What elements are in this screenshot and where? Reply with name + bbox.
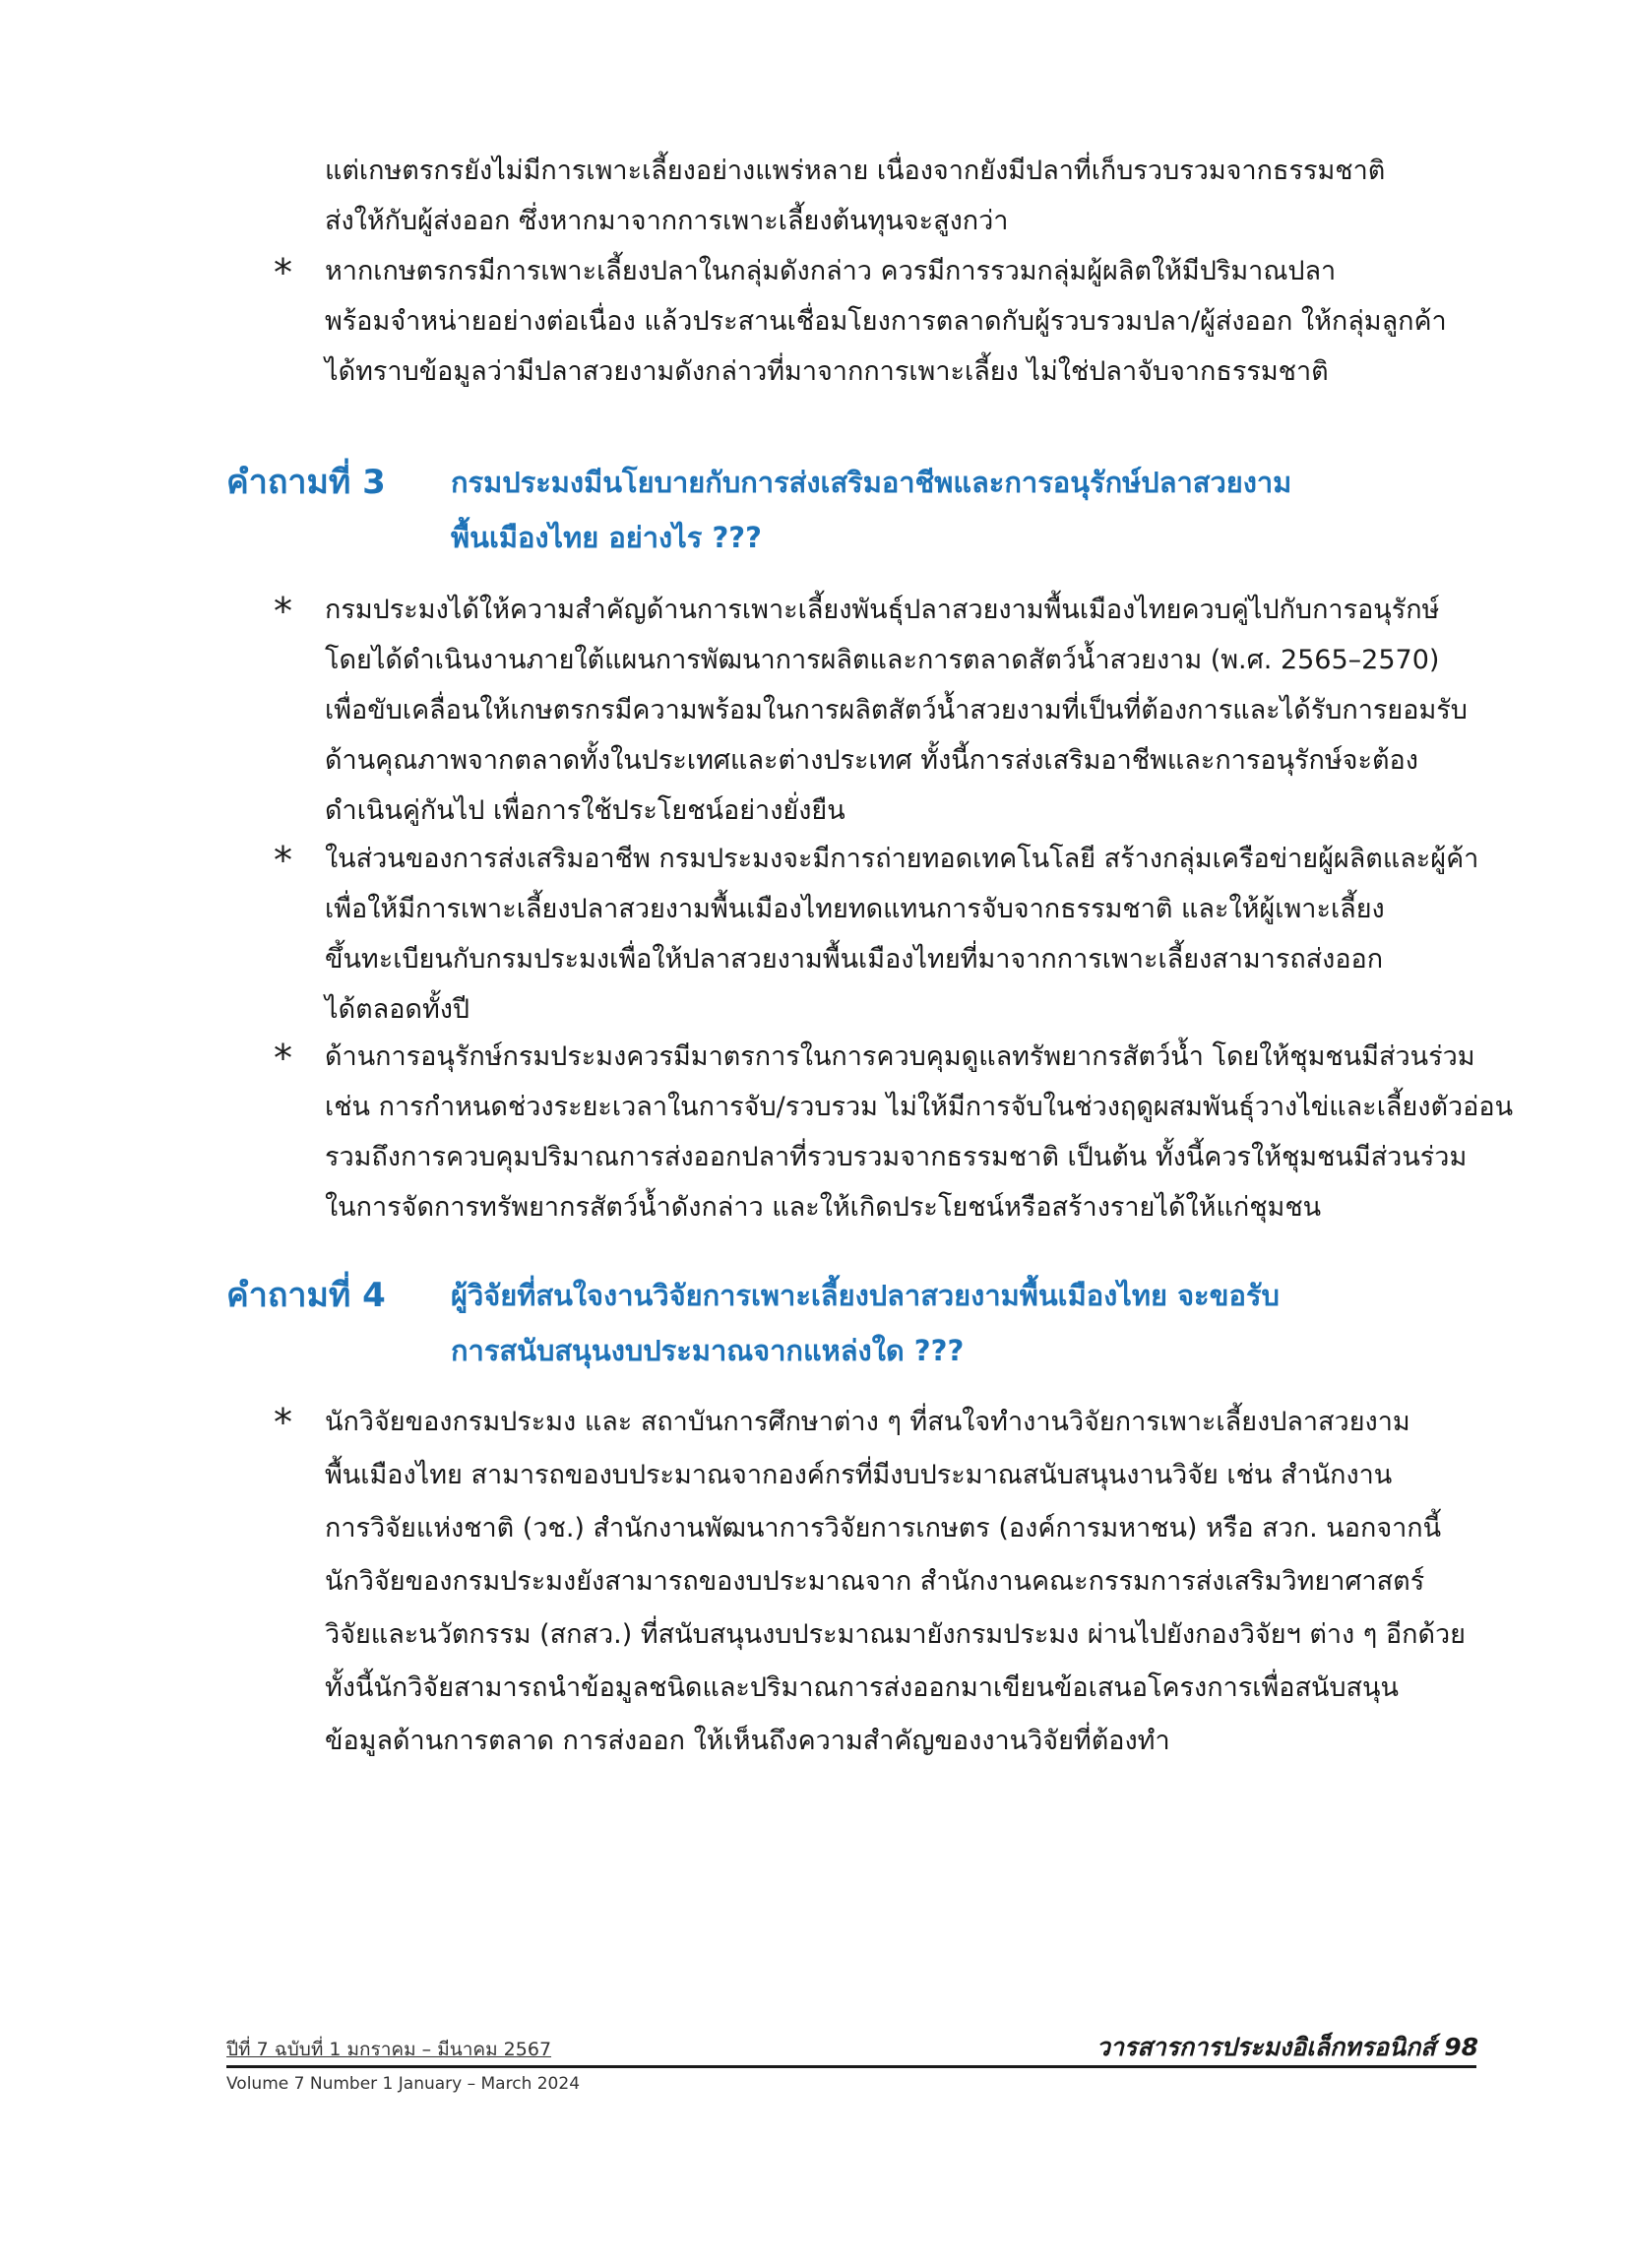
question-4-heading bbox=[226, 1268, 1506, 1378]
question-3-heading bbox=[226, 455, 1506, 565]
q3-bullet-1 bbox=[274, 585, 1474, 836]
bullet-line: หากเกษตรกรมีการเพาะเลี้ยงปลาในกลุ่มดังกล่าว ควรมีการรวมกลุ่มผู้ผลิตให้มีปริมาณปลา bbox=[325, 256, 1337, 286]
bullet-line: นักวิจัยของกรมประมงยังสามารถของบประมาณจาก สำนักงานคณะกรรมการส่งเสริมวิทยาศาสตร์ bbox=[325, 1566, 1425, 1597]
question-4-line: ผู้วิจัยที่สนใจงานวิจัยการเพาะเลี้ยงปลาสวยงามพื้นเมืองไทย จะขอรับ bbox=[451, 1279, 1280, 1312]
question-4-label: คำถามที่ 4 bbox=[226, 1276, 386, 1315]
footer-journal-title: วารสารการประมงอิเล็กทรอนิกส์ 98 bbox=[1087, 2032, 1478, 2063]
bullet-line: นักวิจัยของกรมประมง และ สถาบันการศึกษาต่าง ๆ ที่สนใจทำงานวิจัยการเพาะเลี้ยงปลาสวยงาม bbox=[325, 1407, 1410, 1437]
bullet-line: ในการจัดการทรัพยากรสัตว์น้ำดังกล่าว และให้เกิดประโยชน์หรือสร้างรายได้ให้แก่ชุมชน bbox=[325, 1192, 1322, 1223]
footer-rule bbox=[226, 2065, 1476, 2068]
intro-line: ส่งให้กับผู้ส่งออก ซึ่งหากมาจากการเพาะเลี้ยงต้นทุนจะสูงกว่า bbox=[325, 206, 1009, 236]
question-4-line: การสนับสนุนงบประมาณจากแหล่งใด ??? bbox=[451, 1334, 965, 1367]
question-3-label: คำถามที่ 3 bbox=[226, 463, 386, 502]
question-3-line: กรมประมงมีนโยบายกับการส่งเสริมอาชีพและการอนุรักษ์ปลาสวยงาม bbox=[451, 466, 1292, 499]
bullet-line: ข้อมูลด้านการตลาด การส่งออก ให้เห็นถึงความสำคัญของงานวิจัยที่ต้องทำ bbox=[325, 1726, 1170, 1756]
bullet-line: ด้านคุณภาพจากตลาดทั้งในประเทศและต่างประเทศ ทั้งนี้การส่งเสริมอาชีพและการอนุรักษ์จะต้อง bbox=[325, 745, 1418, 776]
bullet-asterisk-icon: * bbox=[274, 1401, 292, 1444]
bullet-line: ได้ทราบข้อมูลว่ามีปลาสวยงามดังกล่าวที่มาจากการเพาะเลี้ยง ไม่ใช่ปลาจับจากธรรมชาติ bbox=[325, 356, 1329, 387]
bullet-asterisk-icon: * bbox=[274, 251, 292, 294]
question-3-line: พื้นเมืองไทย อย่างไร ??? bbox=[451, 521, 762, 554]
bullet-line: รวมถึงการควบคุมปริมาณการส่งออกปลาที่รวบรวมจากธรรมชาติ เป็นต้น ทั้งนี้ควรให้ชุมชนมีส่วนร่วม bbox=[325, 1142, 1468, 1172]
bullet-line: พร้อมจำหน่ายอย่างต่อเนื่อง แล้วประสานเชื่อมโยงการตลาดกับผู้รวบรวมปลา/ผู้ส่งออก ให้กลุ่มลูกค้า bbox=[325, 306, 1447, 337]
bullet-line: พื้นเมืองไทย สามารถของบประมาณจากองค์กรที่มีงบประมาณสนับสนุนงานวิจัย เช่น สำนักงาน bbox=[325, 1460, 1393, 1490]
bullet-line: ด้านการอนุรักษ์กรมประมงควรมีมาตรการในการควบคุมดูแลทรัพยากรสัตว์น้ำ โดยให้ชุมชนมีส่วนร่วม bbox=[325, 1041, 1475, 1072]
intro-bullet bbox=[274, 246, 1474, 397]
q4-bullet-1 bbox=[274, 1396, 1474, 1768]
bullet-line: วิจัยและนวัตกรรม (สกสว.) ที่สนับสนุนงบประมาณมายังกรมประมง ผ่านไปยังกองวิจัยฯ ต่าง ๆ อีกด้วย bbox=[325, 1619, 1466, 1650]
bullet-line: ดำเนินคู่กันไป เพื่อการใช้ประโยชน์อย่างยั่งยืน bbox=[325, 795, 845, 826]
bullet-asterisk-icon: * bbox=[274, 1037, 292, 1080]
bullet-asterisk-icon: * bbox=[274, 839, 292, 882]
bullet-line: เพื่อขับเคลื่อนให้เกษตรกรมีความพร้อมในการผลิตสัตว์น้ำสวยงามที่เป็นที่ต้องการและได้รับการยอมรับ bbox=[325, 695, 1468, 725]
footer-volume: Volume 7 Number 1 January – March 2024 bbox=[226, 2074, 581, 2094]
intro-line: แต่เกษตรกรยังไม่มีการเพาะเลี้ยงอย่างแพร่หลาย เนื่องจากยังมีปลาที่เก็บรวบรวมจากธรรมชาติ bbox=[325, 156, 1386, 186]
bullet-line: การวิจัยแห่งชาติ (วช.) สำนักงานพัฒนาการวิจัยการเกษตร (องค์การมหาชน) หรือ สวก. นอกจากนี้ bbox=[325, 1513, 1442, 1544]
bullet-line: ขึ้นทะเบียนกับกรมประมงเพื่อให้ปลาสวยงามพื้นเมืองไทยที่มาจากการเพาะเลี้ยงสามารถส่งออก bbox=[325, 944, 1384, 975]
q3-bullet-2 bbox=[274, 834, 1479, 1035]
bullet-line: กรมประมงได้ให้ความสำคัญด้านการเพาะเลี้ยงพันธุ์ปลาสวยงามพื้นเมืองไทยควบคู่ไปกับการอนุรักษ์ bbox=[325, 595, 1440, 625]
intro-paragraph bbox=[325, 146, 1471, 246]
q3-bullet-3 bbox=[274, 1032, 1514, 1232]
bullet-line: โดยได้ดำเนินงานภายใต้แผนการพัฒนาการผลิตและการตลาดสัตว์น้ำสวยงาม (พ.ศ. 2565–2570) bbox=[325, 645, 1440, 675]
bullet-line: ได้ตลอดทั้งปี bbox=[325, 994, 470, 1025]
footer-issue: ปีที่ 7 ฉบับที่ 1 มกราคม – มีนาคม 2567 bbox=[226, 2039, 552, 2060]
bullet-line: เช่น การกำหนดช่วงระยะเวลาในการจับ/รวบรวม ไม่ให้มีการจับในช่วงฤดูผสมพันธุ์วางไข่และเลี้ยงตัวอ่อน bbox=[325, 1092, 1514, 1122]
bullet-line: ทั้งนี้นักวิจัยสามารถนำข้อมูลชนิดและปริมาณการส่งออกมาเขียนข้อเสนอโครงการเพื่อสนับสนุน bbox=[325, 1672, 1399, 1703]
bullet-asterisk-icon: * bbox=[274, 590, 292, 633]
bullet-line: ในส่วนของการส่งเสริมอาชีพ กรมประมงจะมีการถ่ายทอดเทคโนโลยี สร้างกลุ่มเครือข่ายผู้ผลิตและผู้ค้า bbox=[325, 844, 1479, 874]
bullet-line: เพื่อให้มีการเพาะเลี้ยงปลาสวยงามพื้นเมืองไทยทดแทนการจับจากธรรมชาติ และให้ผู้เพาะเลี้ยง bbox=[325, 894, 1385, 924]
